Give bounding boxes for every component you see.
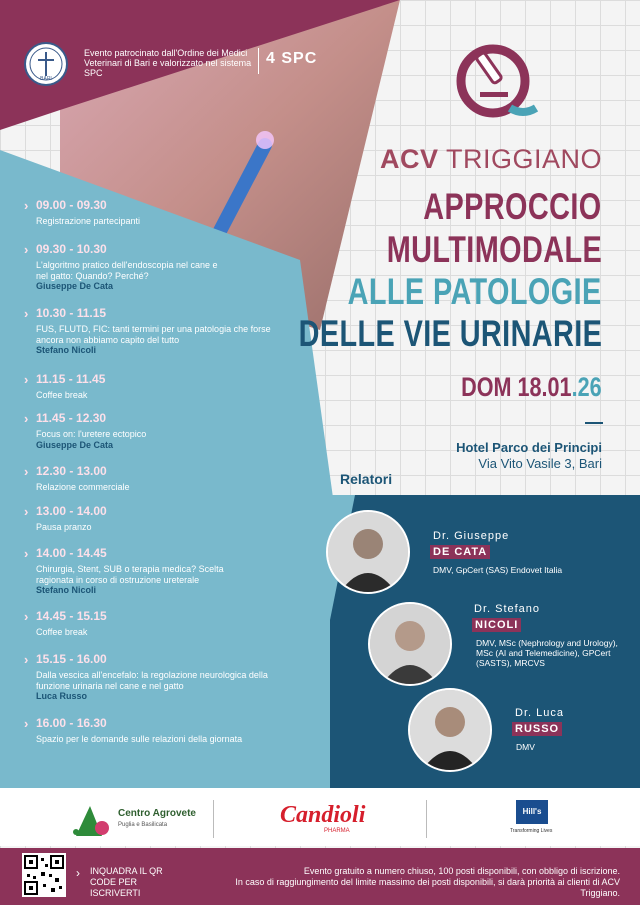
chevron-right-icon: › [24, 504, 29, 519]
schedule-desc-text: Spazio per le domande sulle relazioni della giornata [36, 734, 243, 744]
speaker-surname: RUSSO [512, 722, 562, 736]
schedule-desc [36, 670, 286, 702]
speaker-bio: DMV [516, 742, 535, 752]
sponsor-candioli-sub: PHARMA [324, 828, 350, 834]
patronage-text: Evento patrocinato dall'Ordine dei Medici Veterinari di Bari e valorizzato nel sistema SPC [84, 48, 252, 78]
credits-badge: 4 SPC [266, 50, 318, 67]
schedule-desc-text: Dalla vescica all'encefalo: la regolazione neurologica della funzione urinaria nel cane e nel gatto [36, 670, 268, 691]
schedule-desc [36, 429, 316, 450]
chevron-right-icon: › [24, 306, 29, 321]
acv-logo-icon [448, 36, 538, 126]
chevron-right-icon: › [24, 464, 29, 479]
schedule-desc [36, 734, 316, 745]
sponsor-hills: Hill's [516, 800, 548, 824]
agrovete-logo-icon [68, 800, 116, 838]
schedule-desc [36, 324, 276, 356]
schedule-desc-text: Coffee break [36, 627, 88, 637]
organizer-triggiano: TRIGGIANO [445, 144, 602, 174]
schedule-desc [36, 216, 316, 227]
schedule-speaker: Luca Russo [36, 691, 88, 701]
speaker-bio: DMV, MSc (Nephrology and Urology), MSc (AI and Telemedicine), GPCert (SASTS), MRCVS [476, 638, 618, 668]
speaker-bio: DMV, GpCert (SAS) Endovet Italia [433, 565, 563, 575]
chevron-right-icon: › [24, 411, 29, 426]
schedule-speaker: Giuseppe De Cata [36, 281, 114, 291]
schedule-desc-text: Pausa pranzo [36, 522, 92, 532]
speaker-surname: DE CATA [430, 545, 490, 559]
speaker-name: Dr. Stefano [474, 603, 541, 615]
qr-instruction: INQUADRA IL QR CODE PER ISCRIVERTI [90, 866, 163, 898]
speaker-photo [408, 688, 492, 772]
schedule-desc [36, 564, 261, 596]
schedule-desc [36, 482, 316, 493]
venue-address: Via Vito Vasile 3, Bari [478, 456, 602, 471]
chevron-right-icon: › [24, 242, 29, 257]
schedule-desc-text: Registrazione partecipanti [36, 216, 141, 226]
schedule-time: 11.45 - 12.30 [36, 411, 107, 425]
schedule-time: 10.30 - 11.15 [36, 306, 107, 320]
event-date [462, 372, 602, 403]
schedule-desc-text: Chirurgia, Stent, SUB o terapia medica? Scelta ragionata in corso di ostruzione ureterale [36, 564, 224, 585]
chevron-right-icon: › [24, 652, 29, 667]
divider [426, 800, 427, 838]
seal-label: BARI [40, 76, 52, 82]
schedule-desc [36, 627, 316, 638]
organizer-name [380, 144, 602, 175]
title-line-2: MULTIMODALE [386, 229, 602, 270]
speaker-surname: NICOLI [472, 618, 521, 632]
speaker-photo [326, 510, 410, 594]
qr-code[interactable] [22, 853, 66, 897]
schedule-time: 09.00 - 09.30 [36, 198, 107, 212]
schedule-speaker: Stefano Nicoli [36, 585, 97, 595]
chevron-right-icon: › [76, 866, 80, 880]
footer-notice-2: In caso di raggiungimento del limite massimo dei posti disponibili, si darà priorità ai clienti di ACV Triggiano. [235, 877, 620, 898]
date-underline [585, 422, 603, 424]
chevron-right-icon: › [24, 609, 29, 624]
chevron-right-icon: › [24, 198, 29, 213]
event-date-main: DOM 18.01 [461, 372, 572, 402]
schedule-time: 14.00 - 14.45 [36, 546, 107, 560]
sponsor-agrovete: Centro Agrovete [118, 808, 196, 819]
speaker-photo [368, 602, 452, 686]
schedule-desc [36, 390, 316, 401]
sponsor-hills-sub: Transforming Lives [510, 828, 553, 834]
sponsor-candioli: Candioli [280, 802, 366, 828]
schedule-time: 09.30 - 10.30 [36, 242, 107, 256]
schedule-time: 12.30 - 13.00 [36, 464, 107, 478]
schedule-desc [36, 260, 226, 292]
schedule-desc [36, 522, 316, 533]
schedule-time: 15.15 - 16.00 [36, 652, 107, 666]
speakers-heading: Relatori [340, 471, 393, 487]
schedule-desc-text: Coffee break [36, 390, 88, 400]
divider [258, 48, 259, 74]
schedule-desc-text: FUS, FLUTD, FIC: tanti termini per una patologia che forse ancora non abbiamo capito del tutto [36, 324, 271, 345]
veterinary-order-seal [24, 42, 68, 86]
title-line-3: ALLE PATOLOGIE [348, 271, 602, 312]
title-line-4: DELLE VIE URINARIE [298, 313, 602, 354]
divider [213, 800, 214, 838]
schedule-desc-text: Relazione commerciale [36, 482, 130, 492]
footer-notice-1: Evento gratuito a numero chiuso, 100 posti disponibili, con obbligo di iscrizione. [303, 866, 620, 876]
chevron-right-icon: › [24, 716, 29, 731]
schedule-time: 16.00 - 16.30 [36, 716, 107, 730]
speaker-name: Dr. Luca [515, 707, 564, 719]
chevron-right-icon: › [24, 372, 29, 387]
organizer-acv: ACV [379, 144, 439, 174]
footer-notice [200, 866, 620, 899]
schedule-speaker: Stefano Nicoli [36, 345, 97, 355]
venue-name: Hotel Parco dei Principi [456, 440, 602, 455]
speaker-name: Dr. Giuseppe [433, 530, 510, 542]
event-date-year: .26 [571, 372, 602, 402]
schedule-time: 11.15 - 11.45 [36, 372, 106, 386]
schedule-desc-text: Focus on: l'uretere ectopico [36, 429, 147, 439]
sponsor-agrovete-sub: Puglia e Basilicata [118, 822, 168, 828]
schedule-time: 13.00 - 14.00 [36, 504, 107, 518]
schedule-speaker: Giuseppe De Cata [36, 439, 114, 450]
schedule-desc-text: L'algoritmo pratico dell'endoscopia nel cane e nel gatto: Quando? Perché? [36, 260, 218, 281]
schedule-time: 14.45 - 15.15 [36, 609, 107, 623]
chevron-right-icon: › [24, 546, 29, 561]
title-line-1: APPROCCIO [423, 186, 602, 227]
